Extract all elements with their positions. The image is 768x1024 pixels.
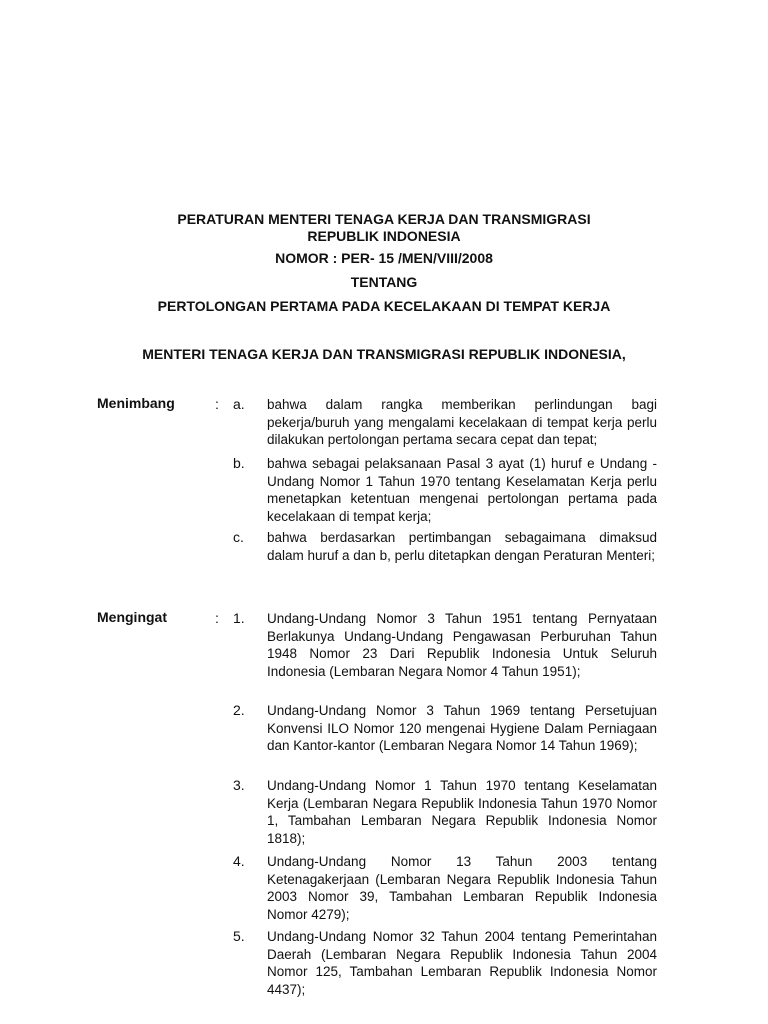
item-text: bahwa sebagai pelaksanaan Pasal 3 ayat (1) huruf e Undang - Undang Nomor 1 Tahun 1970 tentang Keselamatan Kerja perlu menetapkan ketentuan mengenai pertolongan pertama pada kecelakaan di tempat kerja; xyxy=(267,456,657,524)
regulation-subject: PERTOLONGAN PERTAMA PADA KECELAKAAN DI TEMPAT KERJA xyxy=(157,298,611,314)
item-marker: 2. xyxy=(233,702,245,718)
mengingat-item-3 xyxy=(233,777,657,847)
minister-heading: MENTERI TENAGA KERJA DAN TRANSMIGRASI REPUBLIK INDONESIA, xyxy=(142,346,626,362)
item-text: bahwa berdasarkan pertimbangan sebagaimana dimaksud dalam huruf a dan b, perlu ditetapkan dengan Peraturan Menteri; xyxy=(267,530,657,563)
mengingat-item-5 xyxy=(233,928,657,998)
mengingat-colon: : xyxy=(215,610,219,626)
item-text: Undang-Undang Nomor 3 Tahun 1951 tentang Pernyataan Berlakunya Undang-Undang Pengawasan Perburuhan Tahun 1948 Nomor 23 Dari Republik Indonesia Untuk Seluruh Indonesia (Lembaran Negara Nomor 4 Tahun 1951); xyxy=(267,611,657,679)
mengingat-item-4 xyxy=(233,853,657,923)
item-marker: b. xyxy=(233,455,245,471)
item-text: Undang-Undang Nomor 3 Tahun 1969 tentang Persetujuan Konvensi ILO Nomor 120 mengenai Hygiene Dalam Perniagaan dan Kantor-kantor (Lembaran Negara Nomor 14 Tahun 1969); xyxy=(267,703,657,754)
item-marker: 4. xyxy=(233,853,245,869)
tentang-heading: TENTANG xyxy=(350,274,418,290)
title-line-2: REPUBLIK INDONESIA xyxy=(307,228,461,244)
item-text: Undang-Undang Nomor 1 Tahun 1970 tentang Keselamatan Kerja (Lembaran Negara Republik Indonesia Tahun 1970 Nomor 1, Tambahan Lembaran Negara Republik Indonesia Nomor 1818); xyxy=(267,778,657,846)
mengingat-item-1 xyxy=(233,610,657,680)
item-marker: a. xyxy=(233,396,245,412)
title-line-1: PERATURAN MENTERI TENAGA KERJA DAN TRANSMIGRASI xyxy=(177,211,591,227)
item-marker: 5. xyxy=(233,928,245,944)
item-text: Undang-Undang Nomor 32 Tahun 2004 tentang Pemerintahan Daerah (Lembaran Negara Republik Indonesia Tahun 2004 Nomor 125, Tambahan Lembaran Republik Indonesia Nomor 4437); xyxy=(267,929,657,997)
menimbang-label: Menimbang xyxy=(97,395,175,411)
item-marker: 3. xyxy=(233,777,245,793)
menimbang-item-b xyxy=(233,455,657,525)
mengingat-label: Mengingat xyxy=(97,609,167,625)
regulation-number: NOMOR : PER- 15 /MEN/VIII/2008 xyxy=(275,250,493,266)
item-text: bahwa dalam rangka memberikan perlindungan bagi pekerja/buruh yang mengalami kecelakaan di tempat kerja perlu dilakukan pertolongan pertama secara cepat dan tepat; xyxy=(267,397,657,448)
menimbang-item-a xyxy=(233,396,657,449)
menimbang-colon: : xyxy=(215,396,219,412)
item-marker: c. xyxy=(233,529,244,545)
item-marker: 1. xyxy=(233,610,245,626)
menimbang-item-c xyxy=(233,529,657,564)
mengingat-item-2 xyxy=(233,702,657,755)
item-text: Undang-Undang Nomor 13 Tahun 2003 tentang Ketenagakerjaan (Lembaran Negara Republik Indonesia Tahun 2003 Nomor 39, Tambahan Lembaran Republik Indonesia Nomor 4279); xyxy=(267,854,657,922)
